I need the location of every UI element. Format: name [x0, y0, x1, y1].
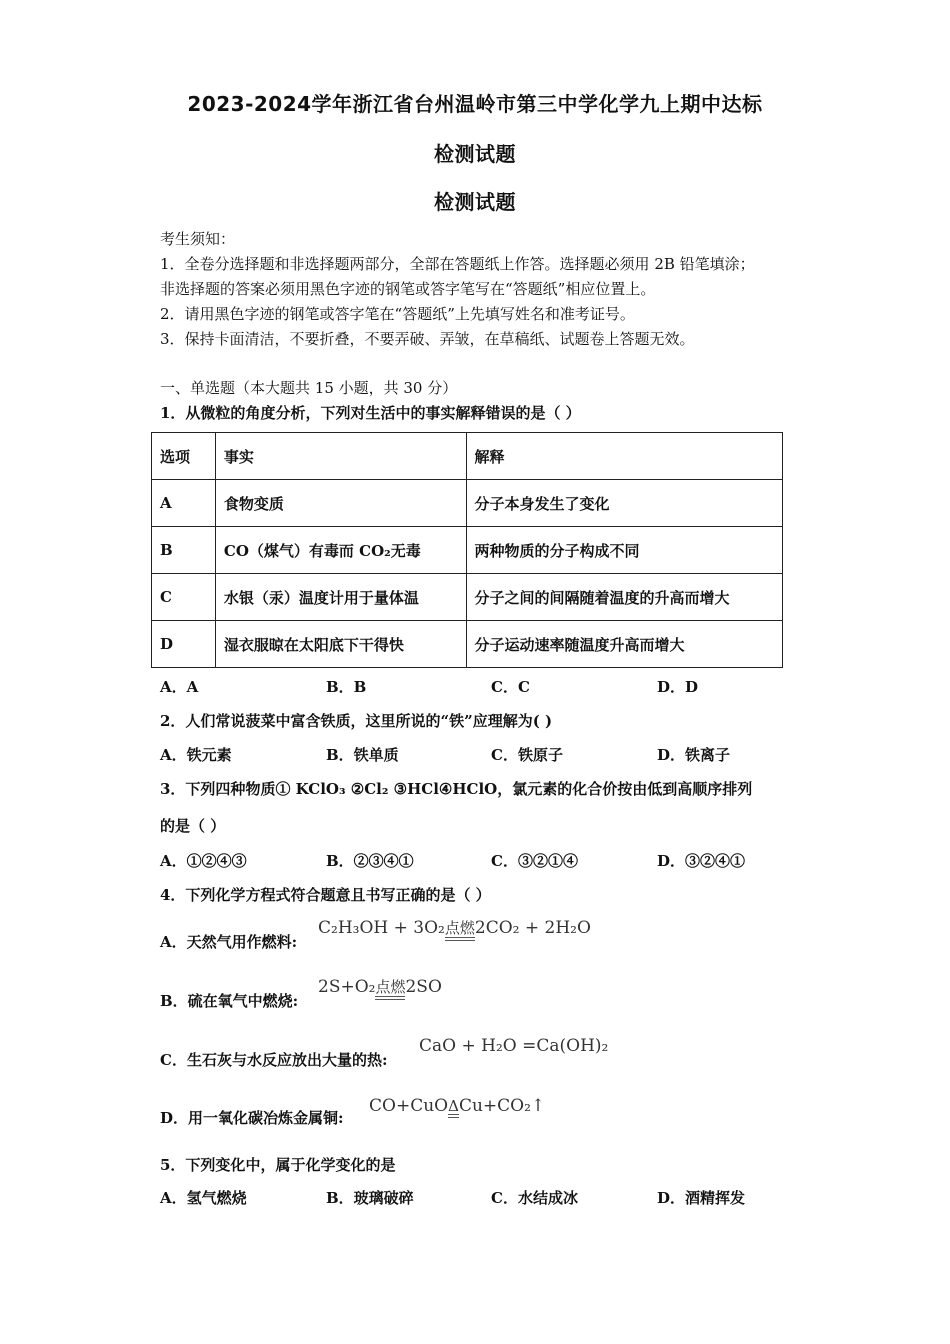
option-c[interactable]: C．C — [491, 678, 530, 696]
option-a[interactable]: A．A — [160, 678, 199, 696]
q4-option-a-label[interactable]: A．天然气用作燃料: — [160, 933, 298, 951]
table-cell: 食物变质 — [215, 480, 466, 527]
table-header-cell: 事实 — [215, 433, 466, 480]
option-a[interactable]: A．氢气燃烧 — [160, 1189, 247, 1207]
notice-item-2: 2．请用黑色字迹的钢笔或答字笔在“答题纸”上先填写姓名和准考证号。 — [160, 305, 635, 323]
option-b[interactable]: B．②③④① — [326, 852, 414, 870]
option-b[interactable]: B．铁单质 — [326, 746, 399, 764]
table-cell: 湿衣服晾在太阳底下干得快 — [215, 621, 466, 668]
q4-option-b-label[interactable]: B．硫在氧气中燃烧: — [160, 992, 299, 1010]
equation-condition: Δ — [448, 1097, 459, 1115]
table-row — [152, 480, 783, 527]
option-c[interactable]: C．③②①④ — [491, 852, 578, 870]
q2-stem: 2．人们常说菠菜中富含铁质，这里所说的“铁”应理解为( ) — [160, 712, 553, 730]
option-c[interactable]: C．铁原子 — [491, 746, 563, 764]
notice-item-3: 3．保持卡面清洁，不要折叠，不要弄破、弄皱，在草稿纸、试题卷上答题无效。 — [160, 330, 695, 348]
section-heading: 一、单选题（本大题共 15 小题，共 30 分） — [160, 379, 458, 397]
option-c[interactable]: C．水结成冰 — [491, 1189, 578, 1207]
option-a[interactable]: A．①②④③ — [160, 852, 247, 870]
table-row — [152, 574, 783, 621]
option-d[interactable]: D．酒精挥发 — [657, 1189, 746, 1207]
notice-heading: 考生须知： — [160, 230, 236, 248]
q4-option-b-equation — [318, 976, 442, 997]
page-title-line-3: 检测试题 — [434, 190, 516, 214]
table-cell: 分子本身发生了变化 — [466, 480, 782, 527]
notice-item-1b: 非选择题的答案必须用黑色字迹的钢笔或答字笔写在“答题纸”相应位置上。 — [160, 280, 656, 298]
q4-option-d-equation — [369, 1096, 545, 1116]
table-cell: 两种物质的分子构成不同 — [466, 527, 782, 574]
equation-condition: 点燃 — [375, 978, 406, 996]
page-title-line-2: 检测试题 — [434, 142, 516, 166]
q1-stem: 1．从微粒的角度分析，下列对生活中的事实解释错误的是（ ） — [160, 404, 581, 422]
notice-item-1a: 1．全卷分选择题和非选择题两部分，全部在答题纸上作答。选择题必须用 2B 铅笔填涂； — [160, 255, 755, 273]
equation-rhs: Cu+CO₂↑ — [458, 1096, 546, 1116]
table-cell: 分子之间的间隔随着温度的升高而增大 — [466, 574, 782, 621]
q3-stem-line-1: 3．下列四种物质① KClO₃ ②Cl₂ ③HCl④HClO，氯元素的化合价按由低到高顺序排列 — [160, 780, 753, 798]
table-row — [152, 527, 783, 574]
q4-option-c-equation — [419, 1036, 608, 1056]
page-title-line-1: 2023-2024学年浙江省台州温岭市第三中学化学九上期中达标 — [187, 92, 763, 116]
q4-option-c-label[interactable]: C．生石灰与水反应放出大量的热: — [160, 1051, 388, 1069]
option-d[interactable]: D．③②④① — [657, 852, 746, 870]
equation-lhs: CaO + H₂O — [419, 1036, 517, 1056]
option-b[interactable]: B．玻璃破碎 — [326, 1189, 414, 1207]
table-cell: CO（煤气）有毒而 CO₂无毒 — [215, 527, 466, 574]
equation-lhs: CO+CuO — [369, 1096, 449, 1116]
table-cell: 水银（汞）温度计用于量体温 — [215, 574, 466, 621]
table-cell: B — [152, 527, 216, 574]
q1-table — [151, 432, 783, 668]
table-cell: 分子运动速率随温度升高而增大 — [466, 621, 782, 668]
table-header-cell: 选项 — [152, 433, 216, 480]
q4-option-d-label[interactable]: D．用一氧化碳冶炼金属铜: — [160, 1109, 344, 1127]
equation-rhs: 2CO₂ + 2H₂O — [474, 918, 591, 938]
option-d[interactable]: D．D — [657, 678, 699, 696]
q4-stem: 4．下列化学方程式符合题意且书写正确的是（ ） — [160, 886, 491, 904]
table-header-row — [152, 433, 783, 480]
table-cell: C — [152, 574, 216, 621]
q4-option-a-equation — [318, 917, 591, 938]
table-row — [152, 621, 783, 668]
table-cell: A — [152, 480, 216, 527]
equation-rhs: 2SO — [405, 977, 442, 997]
table-cell: D — [152, 621, 216, 668]
q5-stem: 5．下列变化中，属于化学变化的是 — [160, 1156, 396, 1174]
equation-lhs: 2S+O₂ — [318, 977, 376, 997]
option-d[interactable]: D．铁离子 — [657, 746, 731, 764]
option-b[interactable]: B．B — [326, 678, 367, 696]
q3-stem-line-2: 的是（ ） — [160, 817, 226, 835]
equation-lhs: C₂H₃OH + 3O₂ — [318, 918, 445, 938]
table-header-cell: 解释 — [466, 433, 782, 480]
equation-condition: = — [522, 1036, 537, 1056]
equation-rhs: Ca(OH)₂ — [536, 1036, 609, 1056]
option-a[interactable]: A．铁元素 — [160, 746, 232, 764]
equation-condition: 点燃 — [444, 919, 475, 937]
